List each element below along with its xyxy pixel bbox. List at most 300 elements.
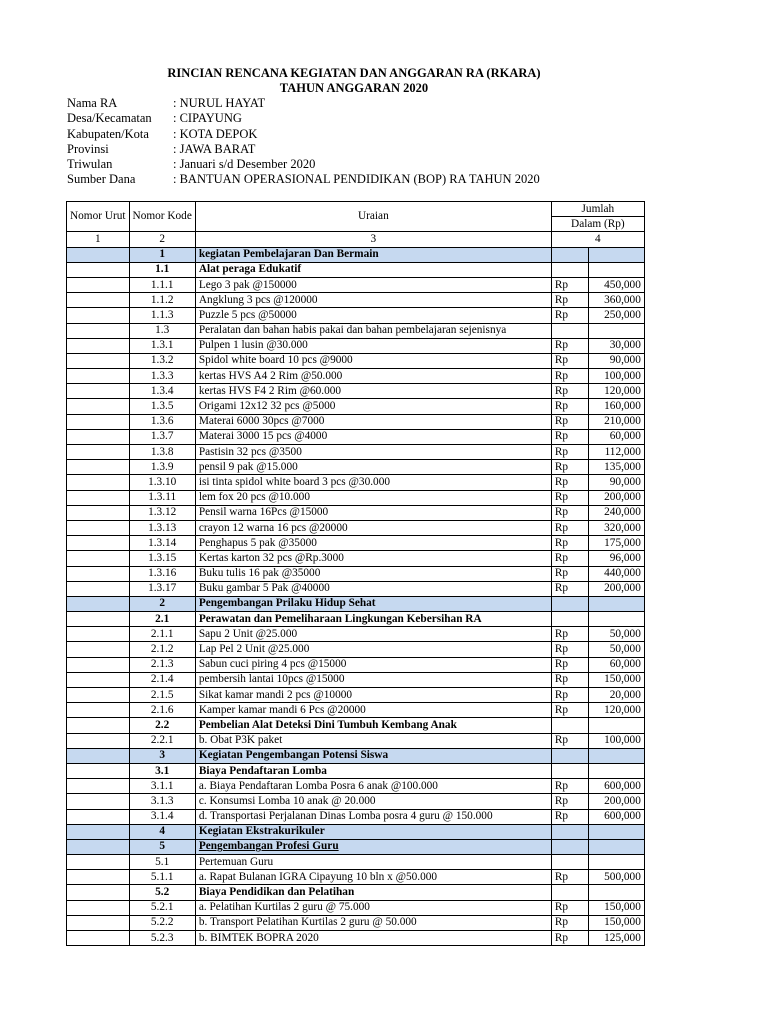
cell-currency: Rp xyxy=(551,429,588,444)
cell-currency: Rp xyxy=(551,536,588,551)
table-row xyxy=(67,399,645,414)
cell-uraian: pensil 9 pak @15.000 xyxy=(195,460,551,475)
cell-nomor-kode: 3 xyxy=(129,748,195,763)
cell-nomor-kode: 5.2 xyxy=(129,885,195,900)
table-row xyxy=(67,794,645,809)
table-row xyxy=(67,596,645,611)
cell-nomor-urut xyxy=(67,369,130,384)
cell-nomor-urut xyxy=(67,627,130,642)
table-row xyxy=(67,277,645,292)
cell-currency: Rp xyxy=(551,460,588,475)
cell-nomor-urut xyxy=(67,915,130,930)
cell-uraian: Alat peraga Edukatif xyxy=(195,262,551,277)
cell-nomor-kode: 2.1.5 xyxy=(129,688,195,703)
cell-currency: Rp xyxy=(551,369,588,384)
cell-amount: 120,000 xyxy=(588,703,644,718)
table-row xyxy=(67,505,645,520)
cell-amount: 210,000 xyxy=(588,414,644,429)
cell-uraian: Pertemuan Guru xyxy=(195,855,551,870)
cell-currency xyxy=(551,262,588,277)
cell-nomor-urut xyxy=(67,414,130,429)
cell-currency xyxy=(551,247,588,262)
cell-nomor-urut xyxy=(67,399,130,414)
cell-nomor-urut xyxy=(67,475,130,490)
cell-currency: Rp xyxy=(551,672,588,687)
table-row xyxy=(67,536,645,551)
cell-nomor-urut xyxy=(67,429,130,444)
table-row xyxy=(67,748,645,763)
table-row xyxy=(67,490,645,505)
cell-nomor-urut xyxy=(67,657,130,672)
meta-row xyxy=(67,157,540,172)
document-subtitle: TAHUN ANGGARAN 2020 xyxy=(279,81,429,95)
cell-nomor-kode: 5.2.2 xyxy=(129,915,195,930)
cell-uraian: Puzzle 5 pcs @50000 xyxy=(195,308,551,323)
meta-value: : BANTUAN OPERASIONAL PENDIDIKAN (BOP) RA TAHUN 2020 xyxy=(173,172,540,187)
cell-amount: 120,000 xyxy=(588,384,644,399)
cell-currency: Rp xyxy=(551,384,588,399)
header-jumlah: Jumlah xyxy=(551,202,644,217)
cell-nomor-urut xyxy=(67,490,130,505)
cell-nomor-urut xyxy=(67,703,130,718)
cell-amount: 60,000 xyxy=(588,657,644,672)
cell-uraian: b. Transport Pelatihan Kurtilas 2 guru @ 50.000 xyxy=(195,915,551,930)
cell-amount: 20,000 xyxy=(588,688,644,703)
table-row xyxy=(67,612,645,627)
cell-uraian: c. Konsumsi Lomba 10 anak @ 20.000 xyxy=(195,794,551,809)
cell-nomor-urut xyxy=(67,536,130,551)
cell-nomor-kode: 1.3.10 xyxy=(129,475,195,490)
cell-currency: Rp xyxy=(551,900,588,915)
cell-nomor-kode: 2.2.1 xyxy=(129,733,195,748)
cell-amount: 135,000 xyxy=(588,460,644,475)
table-row xyxy=(67,551,645,566)
cell-nomor-urut xyxy=(67,688,130,703)
cell-nomor-kode: 1.3.13 xyxy=(129,520,195,535)
cell-amount: 500,000 xyxy=(588,870,644,885)
cell-amount: 320,000 xyxy=(588,520,644,535)
cell-uraian: a. Biaya Pendaftaran Lomba Posra 6 anak @100.000 xyxy=(195,779,551,794)
cell-nomor-urut xyxy=(67,733,130,748)
cell-uraian: Biaya Pendidikan dan Pelatihan xyxy=(195,885,551,900)
cell-nomor-kode: 2.1.4 xyxy=(129,672,195,687)
cell-currency xyxy=(551,718,588,733)
cell-amount: 96,000 xyxy=(588,551,644,566)
cell-uraian: Pembelian Alat Deteksi Dini Tumbuh Kembang Anak xyxy=(195,718,551,733)
cell-uraian: kertas HVS F4 2 Rim @60.000 xyxy=(195,384,551,399)
meta-value: : KOTA DEPOK xyxy=(173,126,258,141)
cell-currency: Rp xyxy=(551,490,588,505)
cell-nomor-urut xyxy=(67,308,130,323)
cell-currency: Rp xyxy=(551,642,588,657)
cell-amount: 440,000 xyxy=(588,566,644,581)
table-row xyxy=(67,824,645,839)
cell-nomor-urut xyxy=(67,460,130,475)
column-number: 3 xyxy=(195,232,551,247)
cell-currency: Rp xyxy=(551,308,588,323)
cell-uraian: pembersih lantai 10pcs @15000 xyxy=(195,672,551,687)
cell-nomor-urut xyxy=(67,581,130,596)
table-row xyxy=(67,915,645,930)
table-row xyxy=(67,931,645,946)
meta-label: Triwulan xyxy=(67,157,113,172)
table-row xyxy=(67,718,645,733)
cell-amount xyxy=(588,824,644,839)
cell-currency: Rp xyxy=(551,794,588,809)
cell-nomor-urut xyxy=(67,718,130,733)
cell-nomor-kode: 1.3.8 xyxy=(129,445,195,460)
table-row xyxy=(67,353,645,368)
table-row xyxy=(67,247,645,262)
cell-nomor-kode: 1.3.12 xyxy=(129,505,195,520)
cell-amount xyxy=(588,718,644,733)
cell-amount: 90,000 xyxy=(588,475,644,490)
table-row xyxy=(67,688,645,703)
table-row xyxy=(67,900,645,915)
cell-amount: 100,000 xyxy=(588,733,644,748)
meta-label: Provinsi xyxy=(67,141,109,156)
table-row xyxy=(67,384,645,399)
cell-amount: 30,000 xyxy=(588,338,644,353)
cell-amount xyxy=(588,748,644,763)
cell-currency xyxy=(551,839,588,854)
cell-amount: 150,000 xyxy=(588,900,644,915)
table-row xyxy=(67,369,645,384)
cell-uraian: a. Pelatihan Kurtilas 2 guru @ 75.000 xyxy=(195,900,551,915)
column-number: 4 xyxy=(551,232,644,247)
cell-currency: Rp xyxy=(551,809,588,824)
cell-uraian: Pastisin 32 pcs @3500 xyxy=(195,445,551,460)
cell-nomor-kode: 1.1.2 xyxy=(129,293,195,308)
cell-amount xyxy=(588,247,644,262)
cell-currency xyxy=(551,885,588,900)
cell-amount xyxy=(588,885,644,900)
cell-nomor-kode: 1.3.3 xyxy=(129,369,195,384)
cell-nomor-urut xyxy=(67,247,130,262)
cell-currency: Rp xyxy=(551,505,588,520)
budget-rows xyxy=(67,247,645,946)
cell-currency: Rp xyxy=(551,688,588,703)
cell-currency: Rp xyxy=(551,733,588,748)
table-row xyxy=(67,445,645,460)
cell-currency: Rp xyxy=(551,931,588,946)
meta-row xyxy=(67,172,540,187)
cell-nomor-kode: 2.1 xyxy=(129,612,195,627)
cell-nomor-urut xyxy=(67,293,130,308)
cell-amount: 150,000 xyxy=(588,915,644,930)
column-number: 1 xyxy=(67,232,130,247)
cell-uraian: Sapu 2 Unit @25.000 xyxy=(195,627,551,642)
cell-amount: 60,000 xyxy=(588,429,644,444)
cell-amount xyxy=(588,855,644,870)
cell-nomor-kode: 5.1.1 xyxy=(129,870,195,885)
cell-nomor-kode: 1.1.1 xyxy=(129,277,195,292)
cell-nomor-kode: 1.3.9 xyxy=(129,460,195,475)
table-row xyxy=(67,733,645,748)
cell-nomor-urut xyxy=(67,353,130,368)
cell-nomor-kode: 3.1.3 xyxy=(129,794,195,809)
cell-currency: Rp xyxy=(551,293,588,308)
cell-amount: 600,000 xyxy=(588,809,644,824)
cell-amount xyxy=(588,763,644,778)
meta-value: : JAWA BARAT xyxy=(173,141,256,156)
header-nomor-urut: Nomor Urut xyxy=(67,202,130,232)
cell-nomor-urut xyxy=(67,277,130,292)
table-row xyxy=(67,338,645,353)
cell-amount: 200,000 xyxy=(588,490,644,505)
cell-currency: Rp xyxy=(551,353,588,368)
cell-nomor-urut xyxy=(67,596,130,611)
table-row xyxy=(67,520,645,535)
table-row xyxy=(67,885,645,900)
cell-nomor-urut xyxy=(67,566,130,581)
cell-uraian: kegiatan Pembelajaran Dan Bermain xyxy=(195,247,551,262)
header-dalam-rp: Dalam (Rp) xyxy=(551,217,644,232)
cell-nomor-kode: 5.1 xyxy=(129,855,195,870)
cell-nomor-kode: 1.3.11 xyxy=(129,490,195,505)
cell-amount: 360,000 xyxy=(588,293,644,308)
cell-currency: Rp xyxy=(551,915,588,930)
meta-label: Desa/Kecamatan xyxy=(67,111,152,126)
cell-nomor-kode: 1.3.14 xyxy=(129,536,195,551)
table-row xyxy=(67,414,645,429)
table-row xyxy=(67,308,645,323)
cell-uraian: b. Obat P3K paket xyxy=(195,733,551,748)
cell-uraian: Buku gambar 5 Pak @40000 xyxy=(195,581,551,596)
cell-nomor-kode: 2.1.1 xyxy=(129,627,195,642)
cell-uraian: Pulpen 1 lusin @30.000 xyxy=(195,338,551,353)
cell-nomor-urut xyxy=(67,824,130,839)
cell-nomor-urut xyxy=(67,885,130,900)
cell-uraian: Kertas karton 32 pcs @Rp.3000 xyxy=(195,551,551,566)
cell-uraian: Biaya Pendaftaran Lomba xyxy=(195,763,551,778)
cell-uraian: Penghapus 5 pak @35000 xyxy=(195,536,551,551)
cell-nomor-kode: 3.1.1 xyxy=(129,779,195,794)
cell-currency: Rp xyxy=(551,399,588,414)
cell-amount: 240,000 xyxy=(588,505,644,520)
table-row xyxy=(67,763,645,778)
column-number: 2 xyxy=(129,232,195,247)
cell-currency: Rp xyxy=(551,870,588,885)
cell-nomor-urut xyxy=(67,612,130,627)
cell-nomor-kode: 2.2 xyxy=(129,718,195,733)
cell-uraian: crayon 12 warna 16 pcs @20000 xyxy=(195,520,551,535)
cell-uraian: Materai 6000 30pcs @7000 xyxy=(195,414,551,429)
cell-currency xyxy=(551,763,588,778)
meta-row xyxy=(67,127,540,142)
cell-uraian: Lego 3 pak @150000 xyxy=(195,277,551,292)
cell-amount xyxy=(588,596,644,611)
cell-uraian: Materai 3000 15 pcs @4000 xyxy=(195,429,551,444)
cell-nomor-urut xyxy=(67,520,130,535)
meta-label: Nama RA xyxy=(67,96,118,110)
cell-uraian: Sikat kamar mandi 2 pcs @10000 xyxy=(195,688,551,703)
table-row xyxy=(67,627,645,642)
table-row xyxy=(67,870,645,885)
cell-currency: Rp xyxy=(551,551,588,566)
cell-uraian: d. Transportasi Perjalanan Dinas Lomba posra 4 guru @ 150.000 xyxy=(195,809,551,824)
meta-value: : CIPAYUNG xyxy=(173,111,242,126)
cell-uraian: Angklung 3 pcs @120000 xyxy=(195,293,551,308)
cell-nomor-urut xyxy=(67,809,130,824)
cell-uraian: Spidol white board 10 pcs @9000 xyxy=(195,353,551,368)
budget-table xyxy=(66,201,645,946)
cell-amount xyxy=(588,839,644,854)
cell-currency xyxy=(551,323,588,338)
cell-nomor-urut xyxy=(67,794,130,809)
cell-nomor-kode: 5.2.3 xyxy=(129,931,195,946)
cell-nomor-urut xyxy=(67,338,130,353)
cell-nomor-urut xyxy=(67,505,130,520)
cell-uraian: Lap Pel 2 Unit @25.000 xyxy=(195,642,551,657)
cell-currency: Rp xyxy=(551,338,588,353)
cell-nomor-kode: 3.1.4 xyxy=(129,809,195,824)
cell-uraian: isi tinta spidol white board 3 pcs @30.000 xyxy=(195,475,551,490)
cell-uraian: Kegiatan Ekstrakurikuler xyxy=(195,824,551,839)
cell-nomor-kode: 1.3 xyxy=(129,323,195,338)
table-row xyxy=(67,839,645,854)
cell-nomor-kode: 1.3.5 xyxy=(129,399,195,414)
table-row xyxy=(67,809,645,824)
cell-amount: 600,000 xyxy=(588,779,644,794)
table-header-row xyxy=(67,202,645,217)
cell-nomor-urut xyxy=(67,551,130,566)
cell-nomor-kode: 5.2.1 xyxy=(129,900,195,915)
cell-uraian: b. BIMTEK BOPRA 2020 xyxy=(195,931,551,946)
cell-amount xyxy=(588,612,644,627)
cell-currency xyxy=(551,855,588,870)
cell-amount: 200,000 xyxy=(588,581,644,596)
meta-label: Sumber Dana xyxy=(67,172,136,187)
cell-nomor-kode: 2.1.2 xyxy=(129,642,195,657)
cell-nomor-kode: 2 xyxy=(129,596,195,611)
cell-amount: 90,000 xyxy=(588,353,644,368)
meta-label: Kabupaten/Kota xyxy=(67,126,149,141)
cell-nomor-kode: 1 xyxy=(129,247,195,262)
cell-currency xyxy=(551,748,588,763)
cell-currency xyxy=(551,824,588,839)
cell-currency: Rp xyxy=(551,475,588,490)
cell-nomor-urut xyxy=(67,445,130,460)
cell-uraian: Sabun cuci piring 4 pcs @15000 xyxy=(195,657,551,672)
cell-nomor-kode: 1.3.1 xyxy=(129,338,195,353)
cell-uraian: Pengembangan Prilaku Hidup Sehat xyxy=(195,596,551,611)
cell-nomor-urut xyxy=(67,839,130,854)
table-row xyxy=(67,262,645,277)
cell-currency: Rp xyxy=(551,520,588,535)
cell-currency: Rp xyxy=(551,627,588,642)
document-meta xyxy=(67,96,540,188)
cell-nomor-urut xyxy=(67,763,130,778)
cell-nomor-kode: 2.1.6 xyxy=(129,703,195,718)
cell-nomor-kode: 5 xyxy=(129,839,195,854)
cell-currency: Rp xyxy=(551,414,588,429)
cell-nomor-kode: 1.3.16 xyxy=(129,566,195,581)
cell-uraian: lem fox 20 pcs @10.000 xyxy=(195,490,551,505)
cell-nomor-kode: 1.1.3 xyxy=(129,308,195,323)
cell-amount xyxy=(588,262,644,277)
cell-nomor-kode: 1.3.17 xyxy=(129,581,195,596)
cell-nomor-urut xyxy=(67,779,130,794)
table-row xyxy=(67,566,645,581)
cell-nomor-urut xyxy=(67,855,130,870)
cell-currency: Rp xyxy=(551,657,588,672)
cell-uraian: Buku tulis 16 pak @35000 xyxy=(195,566,551,581)
meta-row xyxy=(67,142,540,157)
header-uraian: Uraian xyxy=(195,202,551,232)
cell-amount: 100,000 xyxy=(588,369,644,384)
cell-amount: 175,000 xyxy=(588,536,644,551)
cell-amount: 200,000 xyxy=(588,794,644,809)
cell-amount: 160,000 xyxy=(588,399,644,414)
cell-uraian: Peralatan dan bahan habis pakai dan bahan pembelajaran sejenisnya xyxy=(195,323,551,338)
cell-currency: Rp xyxy=(551,566,588,581)
cell-amount: 50,000 xyxy=(588,642,644,657)
cell-nomor-kode: 3.1 xyxy=(129,763,195,778)
cell-amount: 112,000 xyxy=(588,445,644,460)
cell-amount: 50,000 xyxy=(588,627,644,642)
cell-uraian: Pengembangan Profesi Guru xyxy=(195,839,551,854)
cell-currency: Rp xyxy=(551,581,588,596)
cell-nomor-urut xyxy=(67,323,130,338)
cell-nomor-urut xyxy=(67,931,130,946)
cell-nomor-urut xyxy=(67,384,130,399)
cell-amount: 250,000 xyxy=(588,308,644,323)
table-row xyxy=(67,642,645,657)
cell-nomor-urut xyxy=(67,900,130,915)
cell-nomor-urut xyxy=(67,870,130,885)
cell-currency: Rp xyxy=(551,779,588,794)
column-number-row xyxy=(67,232,645,247)
cell-nomor-urut xyxy=(67,748,130,763)
cell-amount: 150,000 xyxy=(588,672,644,687)
cell-nomor-kode: 1.3.2 xyxy=(129,353,195,368)
table-row xyxy=(67,657,645,672)
table-row xyxy=(67,429,645,444)
meta-value: : Januari s/d Desember 2020 xyxy=(173,157,316,172)
cell-nomor-kode: 1.3.4 xyxy=(129,384,195,399)
meta-row xyxy=(67,111,540,126)
cell-amount: 125,000 xyxy=(588,931,644,946)
cell-nomor-urut xyxy=(67,262,130,277)
cell-nomor-kode: 2.1.3 xyxy=(129,657,195,672)
cell-nomor-kode: 4 xyxy=(129,824,195,839)
cell-uraian: Kegiatan Pengembangan Potensi Siswa xyxy=(195,748,551,763)
cell-uraian: kertas HVS A4 2 Rim @50.000 xyxy=(195,369,551,384)
meta-row xyxy=(67,96,540,111)
cell-nomor-urut xyxy=(67,672,130,687)
cell-nomor-kode: 1.1 xyxy=(129,262,195,277)
table-row xyxy=(67,293,645,308)
cell-uraian: a. Rapat Bulanan IGRA Cipayung 10 bln x @50.000 xyxy=(195,870,551,885)
cell-currency: Rp xyxy=(551,445,588,460)
cell-nomor-urut xyxy=(67,642,130,657)
cell-currency: Rp xyxy=(551,703,588,718)
table-row xyxy=(67,703,645,718)
table-row xyxy=(67,779,645,794)
table-row xyxy=(67,581,645,596)
cell-uraian: Origami 12x12 32 pcs @5000 xyxy=(195,399,551,414)
cell-currency xyxy=(551,612,588,627)
cell-uraian: Kamper kamar mandi 6 Pcs @20000 xyxy=(195,703,551,718)
cell-uraian: Perawatan dan Pemeliharaan Lingkungan Kebersihan RA xyxy=(195,612,551,627)
cell-uraian: Pensil warna 16Pcs @15000 xyxy=(195,505,551,520)
document-title: RINCIAN RENCANA KEGIATAN DAN ANGGARAN RA (RKARA) xyxy=(167,66,541,80)
table-row xyxy=(67,323,645,338)
cell-nomor-kode: 1.3.15 xyxy=(129,551,195,566)
cell-currency: Rp xyxy=(551,277,588,292)
header-nomor-kode: Nomor Kode xyxy=(129,202,195,232)
